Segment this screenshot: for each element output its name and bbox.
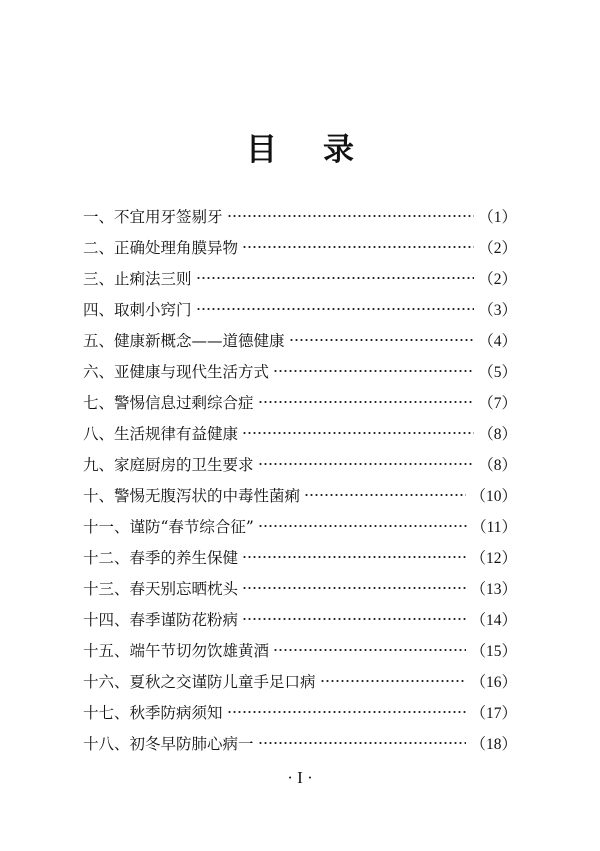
toc-entry-page: （4） <box>478 333 517 350</box>
toc-entry <box>83 357 517 388</box>
dot-leader <box>289 337 475 343</box>
dot-leader <box>227 709 467 715</box>
toc-entry-title: 十、警惕无腹泻状的中毒性菌痢 <box>83 487 301 505</box>
dot-leader <box>258 523 467 529</box>
toc-entry-page: （16） <box>470 674 517 691</box>
dot-leader <box>304 492 466 498</box>
toc-entry-page: （12） <box>470 550 517 567</box>
dot-leader <box>242 554 466 560</box>
toc-entry-title: 二、正确处理角膜异物 <box>83 239 239 257</box>
toc-entry-title: 十二、春季的养生保健 <box>83 549 239 567</box>
dot-leader <box>242 244 474 250</box>
toc-entry <box>83 481 517 512</box>
toc-entry-page: （14） <box>470 612 517 629</box>
toc-entry-page: （3） <box>478 302 517 319</box>
dot-leader <box>258 461 475 467</box>
toc-entry-title: 一、不宜用牙签剔牙 <box>83 208 223 226</box>
toc-entry <box>83 729 517 760</box>
toc-entry <box>83 295 517 326</box>
toc-entry-title: 十五、端午节切勿饮雄黄酒 <box>83 642 270 660</box>
dot-leader <box>242 585 466 591</box>
toc-entry-page: （2） <box>478 271 517 288</box>
toc-entry-page: （11） <box>471 519 517 536</box>
toc-entry-title: 十四、春季谨防花粉病 <box>83 611 239 629</box>
toc-entry-title: 十八、初冬早防肺心病一 <box>83 735 254 753</box>
toc-entry-page: （13） <box>470 581 517 598</box>
toc-entry-page: （8） <box>478 457 517 474</box>
dot-leader <box>196 275 475 281</box>
toc-entry <box>83 388 517 419</box>
dot-leader <box>273 647 466 653</box>
dot-leader <box>258 399 475 405</box>
toc-entry-page: （10） <box>470 488 517 505</box>
toc-entry <box>83 326 517 357</box>
dot-leader <box>258 740 467 746</box>
toc-entry-page: （18） <box>470 736 517 753</box>
toc-entry-page: （17） <box>470 705 517 722</box>
toc-entry-page: （5） <box>478 364 517 381</box>
toc-entry <box>83 202 517 233</box>
dot-leader <box>196 306 475 312</box>
toc-entry-title: 十六、夏秋之交谨防儿童手足口病 <box>83 673 316 691</box>
toc-entry-title: 五、健康新概念——道德健康 <box>83 332 285 350</box>
page-title: 目录 <box>246 132 400 168</box>
dot-leader <box>273 368 474 374</box>
toc-entry <box>83 574 517 605</box>
toc-entry <box>83 264 517 295</box>
toc-entry <box>83 605 517 636</box>
toc-entry <box>83 233 517 264</box>
dot-leader <box>242 616 466 622</box>
toc-entry-page: （15） <box>470 643 517 660</box>
toc-entry-page: （2） <box>478 240 517 257</box>
toc-entry-page: （7） <box>478 395 517 412</box>
dot-leader <box>320 678 467 684</box>
toc-entry-title: 八、生活规律有益健康 <box>83 425 239 443</box>
page-number-footer: · I · <box>287 768 313 787</box>
toc-entry <box>83 450 517 481</box>
toc-entry-title: 十三、春天别忘晒枕头 <box>83 580 239 598</box>
toc-entry-title: 三、止痢法三则 <box>83 270 192 288</box>
dot-leader <box>227 213 475 219</box>
toc-entry-title: 七、警惕信息过剩综合症 <box>83 394 254 412</box>
toc-entry-title: 十一、谨防“春节综合征” <box>83 518 254 536</box>
toc-entry <box>83 419 517 450</box>
toc-entry-title: 六、亚健康与现代生活方式 <box>83 363 270 381</box>
toc-entry-page: （1） <box>478 209 517 226</box>
table-of-contents <box>83 202 517 760</box>
toc-entry <box>83 667 517 698</box>
toc-entry <box>83 636 517 667</box>
toc-entry <box>83 543 517 574</box>
toc-entry <box>83 512 517 543</box>
toc-entry-title: 四、取刺小窍门 <box>83 301 192 319</box>
dot-leader <box>242 430 474 436</box>
toc-entry-title: 十七、秋季防病须知 <box>83 704 223 722</box>
toc-entry-page: （8） <box>478 426 517 443</box>
toc-entry <box>83 698 517 729</box>
toc-entry-title: 九、家庭厨房的卫生要求 <box>83 456 254 474</box>
